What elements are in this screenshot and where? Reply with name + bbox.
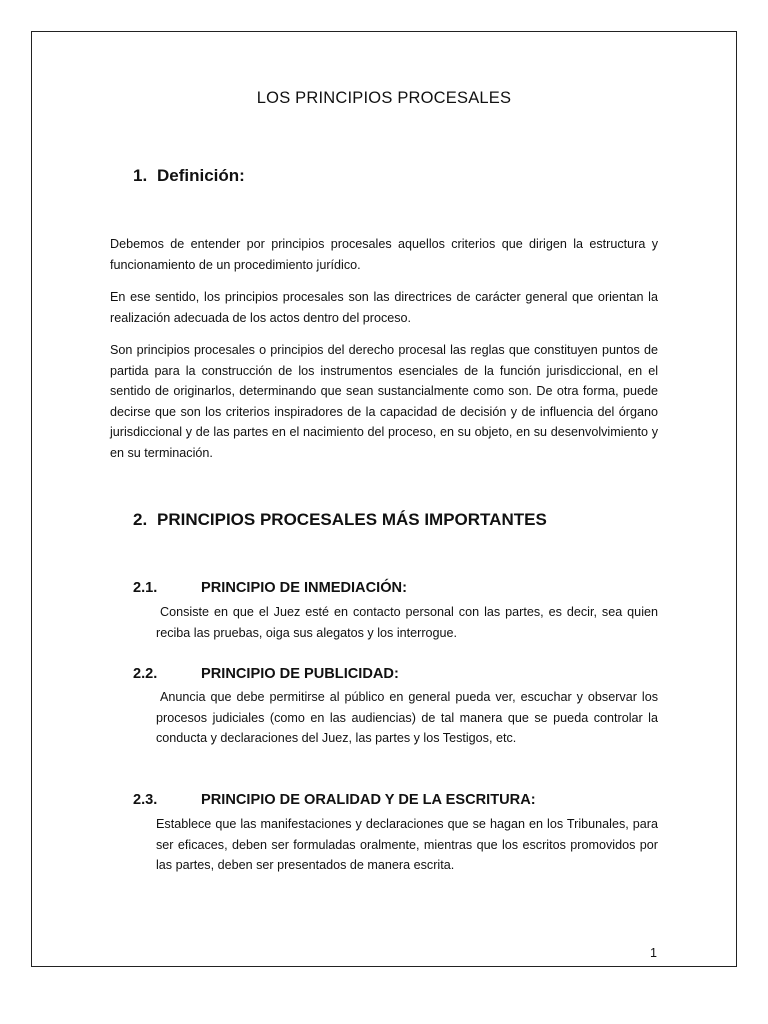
section-2-title: PRINCIPIOS PROCESALES MÁS IMPORTANTES bbox=[157, 510, 547, 529]
definition-paragraph-1: Debemos de entender por principios procesales aquellos criterios que dirigen la estructura y funcionamiento de un procedimiento jurídico. bbox=[110, 237, 658, 272]
subsection-2-2-number: 2.2. bbox=[133, 666, 158, 682]
subsection-2-3-title: PRINCIPIO DE ORALIDAD Y DE LA ESCRITURA: bbox=[201, 792, 536, 808]
document-title: LOS PRINCIPIOS PROCESALES bbox=[256, 89, 512, 107]
definition-paragraph-2: En ese sentido, los principios procesales son las directrices de carácter general que orientan la realización adecuada de los actos dentro del proceso. bbox=[110, 290, 658, 325]
subsection-2-3-heading bbox=[133, 792, 536, 808]
subsection-2-1-number: 2.1. bbox=[133, 580, 158, 596]
section-2-number: 2. bbox=[133, 510, 148, 529]
subsection-2-3-number: 2.3. bbox=[133, 792, 158, 808]
subsection-2-2-title: PRINCIPIO DE PUBLICIDAD: bbox=[201, 666, 399, 682]
subsection-2-3-text: Establece que las manifestaciones y declaraciones que se hagan en los Tribunales, para ser eficaces, deben ser formuladas oralmente, mientras que los escritos promovidos por las partes, deben ser presentados de manera escrita. bbox=[156, 817, 658, 872]
page-number: 1 bbox=[650, 946, 658, 960]
definition-paragraph-3: Son principios procesales o principios del derecho procesal las reglas que constituyen puntos de partida para la construcción de los instrumentos esenciales de la función jurisdiccional, en el sentido de originarlos, determinando que sean sustancialmente como son. De otra forma, puede decirse que son los criterios inspiradores de la capacidad de decisión y de influencia del órgano jurisdiccional y de las partes en el nacimiento del proceso, en su objeto, en su desenvolvimiento y en su terminación. bbox=[110, 343, 658, 460]
subsection-2-2-heading bbox=[133, 666, 399, 682]
section-1-title: Definición: bbox=[157, 166, 245, 185]
section-1-number: 1. bbox=[133, 166, 148, 185]
subsection-2-1-text: Consiste en que el Juez esté en contacto personal con las partes, es decir, sea quien reciba las pruebas, oiga sus alegatos y los interrogue. bbox=[156, 605, 658, 640]
section-2-heading bbox=[133, 510, 547, 530]
section-1-heading bbox=[133, 166, 245, 186]
subsection-2-1-heading bbox=[133, 580, 407, 596]
subsection-2-1-title: PRINCIPIO DE INMEDIACIÓN: bbox=[201, 580, 407, 596]
subsection-2-2-text: Anuncia que debe permitirse al público en general pueda ver, escuchar y observar los procesos judiciales (como en las audiencias) de tal manera que se pueda controlar la conducta y declaraciones del Juez, las partes y los Testigos, etc. bbox=[156, 690, 658, 745]
